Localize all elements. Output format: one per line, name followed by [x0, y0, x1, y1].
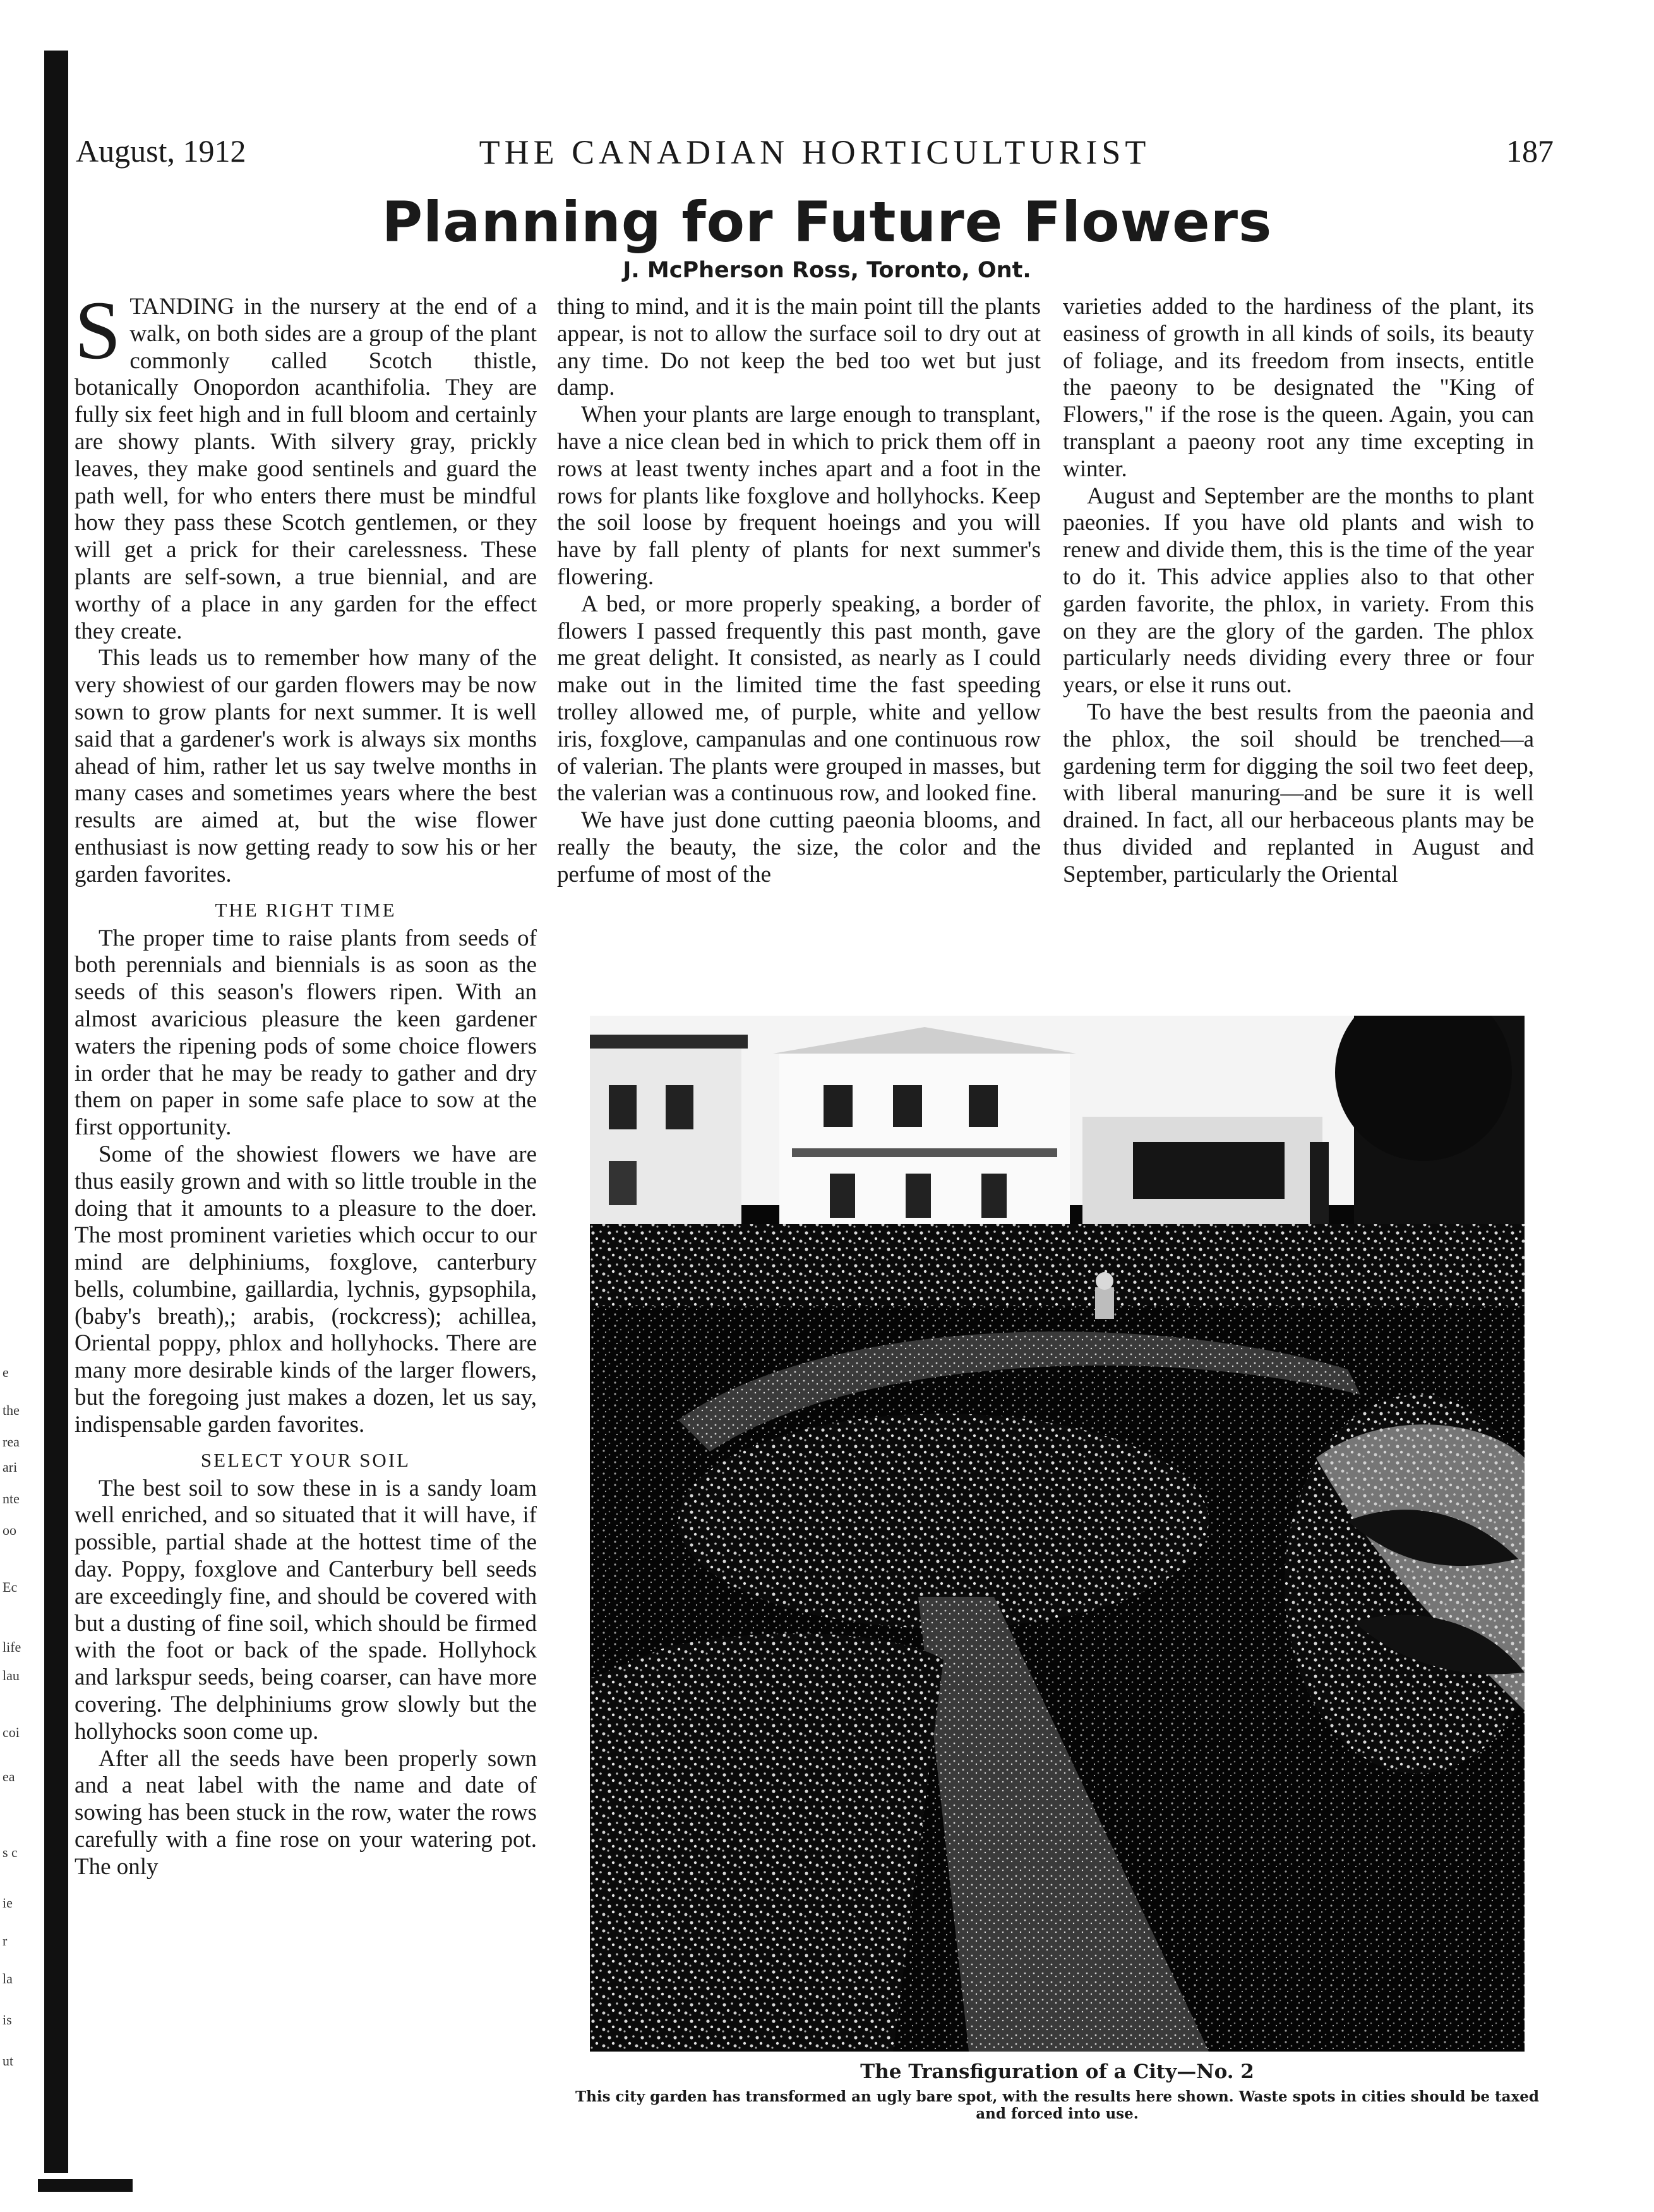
paragraph — [75, 284, 537, 645]
paragraph: After all the seeds have been properly sown and a neat label with the name and date of sowing has been stuck in the row, water the rows carefully with a fine rose on your watering pot. The only — [75, 1745, 537, 1880]
paragraph: To have the best results from the paeonia and the phlox, the soil should be trenched—a gardening term for digging the soil two feet deep, with liberal manuring—and be sure it is well drained. In fact, all our herbaceous plants may be thus divided and replanted in August and September, particularly the Oriental — [1063, 699, 1534, 887]
margin-fragment: Ec — [3, 1579, 18, 1595]
margin-fragment: ari — [3, 1459, 18, 1475]
paragraph: The best soil to sow these in is a sandy loam well enriched, and so situated that it will have, if possible, partial shade at the hottest time of the day. Poppy, foxglove and Canterbury bell seeds are exceedingly fine, and should be covered with but a dusting of fine soil, which should be firmed with the foot or back of the spade. Hollyhock and larkspur seeds, being coarser, can have more covering. The delphiniums grow slowly but the hollyhocks soon come up. — [75, 1475, 537, 1745]
margin-fragments — [0, 1326, 43, 2148]
margin-fragment: rea — [3, 1434, 20, 1450]
article-title: Planning for Future Flowers — [381, 189, 1273, 255]
section-subhead: THE RIGHT TIME — [215, 898, 397, 921]
margin-fragment: la — [3, 1971, 13, 1987]
figure-caption-title: The Transfiguration of a City—No. 2 — [860, 2060, 1254, 2083]
garden-photograph — [590, 1016, 1525, 2052]
margin-fragment: the — [3, 1402, 20, 1418]
binding-edge — [44, 51, 68, 2173]
margin-fragment: nte — [3, 1491, 20, 1506]
margin-fragment: ea — [3, 1769, 15, 1784]
margin-fragment: life — [3, 1639, 21, 1655]
margin-fragment: ut — [3, 2053, 14, 2069]
publication-name: THE CANADIAN HORTICULTURIST — [479, 133, 1151, 171]
issue-date: August, 1912 — [76, 133, 246, 169]
paragraph: The proper time to raise plants from seeds of both perennials and biennials is as soon as the seeds of this season's flowers ripen. With an almost avaricious pleasure the keen gardener waters the ripening pods of some choice flowers in order that he may be ready to gather and dry them on paper in some safe place to sow at the first opportunity. — [75, 925, 537, 1141]
paragraph: This leads us to remember how many of the very showiest of our garden flowers may be now sown to grow plants for next summer. It is well said that a gardener's work is always six months ahead of him, rather let us say twelve months in many cases and sometimes years where the best results are aimed at, but the wise flower enthusiast is now getting ready to sow his or her garden favorites. — [75, 645, 537, 887]
margin-fragment: coi — [3, 1724, 20, 1740]
paragraph: August and September are the months to plant paeonies. If you have old plants and wish to renew and divide them, this is the time of the year to do it. This advice applies also to that other garden favorite, the phlox, in variety. From this on they are the glory of the garden. The phlox particularly needs dividing every three or four years, or else it runs out. — [1063, 483, 1534, 699]
column-3 — [1063, 294, 1534, 889]
section-subhead: SELECT YOUR SOIL — [200, 1448, 411, 1471]
paragraph: When your plants are large enough to transplant, have a nice clean bed in which to prick them off in rows at least twenty inches apart and a foot in the rows for plants like foxglove and hollyhocks. Keep the soil loose by frequent hoeings and you will have by fall plenty of plants for next summer's flowering. — [557, 402, 1041, 590]
garden-photo-illustration — [590, 1016, 1525, 2052]
paragraph: varieties added to the hardiness of the plant, its easiness of growth in all kinds of soils, its beauty of foliage, and its freedom from insects, entitle the paeony to be designated the "King of Flowers," if the rose is the queen. Again, you can transplant a paeony root any time excepting in winter. — [1063, 294, 1534, 482]
drop-cap: S — [75, 284, 121, 376]
byline: J. McPherson Ross, Toronto, Ont. — [623, 258, 1031, 283]
margin-fragment: is — [3, 2012, 12, 2028]
paragraph-text: TANDING in the nursery at the end of a walk, on both sides are a group of the plant commonly called Scotch thistle, botanically Onopordon acanthifolia. They are fully six feet high and in full bloom and certainly are showy plants. With silvery gray, prickly leaves, they make good sentinels and guard the path well, for who enters there must be mindful how they pass these Scotch gentlemen, or they will get a prick for their carelessness. These plants are self-sown, a true biennial, and are worthy of a place in any garden for the effect they create. — [75, 294, 537, 644]
margin-fragment: r — [3, 1933, 8, 1949]
running-head — [76, 133, 1554, 183]
column-2 — [557, 294, 1041, 889]
figure-caption-text: This city garden has transformed an ugly bare spot, with the results here shown. Waste spots in cities should be taxed and forced into use. — [575, 2088, 1539, 2122]
page-number: 187 — [1506, 133, 1554, 169]
column-1 — [75, 284, 537, 1881]
margin-fragment: s c — [3, 1844, 18, 1860]
paragraph: We have just done cutting paeonia blooms, and really the beauty, the size, the color and the perfume of most of the — [557, 807, 1041, 887]
margin-fragment: e — [3, 1364, 9, 1380]
paragraph: thing to mind, and it is the main point till the plants appear, is not to allow the surface soil to dry out at any time. Do not keep the bed too wet but just damp. — [557, 294, 1041, 401]
margin-fragment: lau — [3, 1668, 20, 1683]
margin-fragment: oo — [3, 1522, 16, 1538]
paragraph: Some of the showiest flowers we have are thus easily grown and with so little trouble in the doing that it amounts to a pleasure to the doer. The most prominent varieties which occur to our mind are delphiniums, foxglove, canterbury bells, columbine, gaillardia, lychnis, gypsophila, (baby's breath),; arabis, (rockcress); achillea, Oriental poppy, phlox and hollyhocks. There are many more desirable kinds of the larger flowers, but the foregoing just makes a dozen, let us say, indispensable garden favorites. — [75, 1141, 537, 1438]
margin-fragment: ie — [3, 1895, 13, 1911]
binding-stub — [38, 2179, 133, 2192]
paragraph: A bed, or more properly speaking, a border of flowers I passed frequently this past month, gave me great delight. It consisted, as nearly as I could make out in the limited time the fast speeding trolley allowed me, of purple, white and yellow iris, foxglove, campanulas and one continuous row of valerian. The plants were grouped in masses, but the valerian was a continuous row, and looked fine. — [557, 591, 1041, 807]
